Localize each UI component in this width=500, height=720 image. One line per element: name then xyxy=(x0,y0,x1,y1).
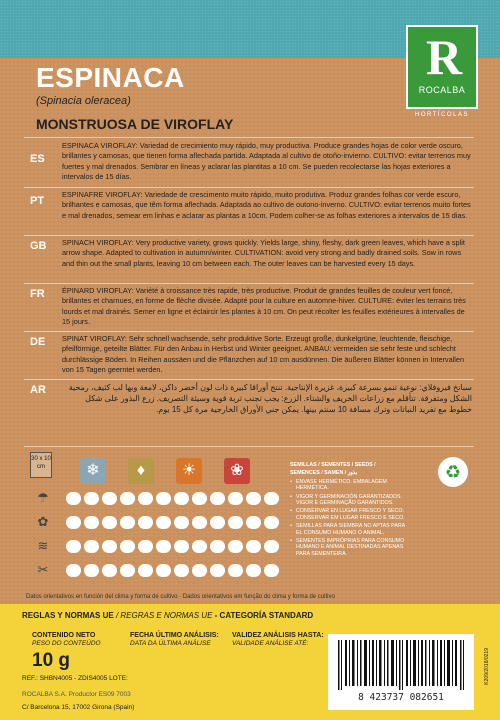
transplant-icon: ✿ xyxy=(37,514,49,529)
calendar-row-harvest xyxy=(66,564,282,577)
side-code: K209/2018/0219 xyxy=(484,648,490,685)
divider xyxy=(24,235,474,236)
logo-tagline: HORTÍCOLAS xyxy=(415,112,469,118)
barcode-bars xyxy=(336,640,466,690)
logo-r-icon: R xyxy=(425,29,463,85)
divider xyxy=(24,446,474,447)
divider xyxy=(24,137,474,138)
description-pt: ESPINAFRE VIROFLAY: Variedade de crescimento muito rápido, muito produtiva. Produz grandes folhas cor verde escuro, brilhantes e carnosas, que têm forma aflechada. Adaptada ao cultivo de outono-inverno. CULTIVO: evitar terrenos muito fortes e mal drenados, semear em linhas e aclarar as plantas a 10cm. Podem colher-se as folhas exteriores a intervalos de 15 dias. xyxy=(62,190,471,220)
validity-sub: VALIDADE ANÁLISE ATÉ: xyxy=(232,640,309,647)
seedbed-icon: ≋ xyxy=(37,538,49,553)
barcode xyxy=(328,634,474,710)
last-analysis-label: FECHA ÚLTIMO ANÁLISIS: xyxy=(130,632,219,639)
logo-brand-name: ROCALBA xyxy=(418,85,466,95)
calendar-row-seedbed xyxy=(66,540,282,553)
lang-code-pt: PT xyxy=(30,195,45,207)
rules-header xyxy=(22,611,313,620)
latin-name: (Spinacia oleracea) xyxy=(36,95,131,107)
rules-category: - CATEGORÍA STANDARD xyxy=(214,611,314,620)
legend-item: • VIGOR Y GERMINACIÓN GARANTIZADOS. VIGOR E GERMINAÇÃO GARANTIDOS. xyxy=(290,494,410,507)
lang-code-fr: FR xyxy=(30,288,45,300)
description-fr: ÉPINARD VIROFLAY: Variété à croissance très rapide, très productive. Produit de grandes feuilles de couleur vert foncé, brillantes et charnues, en forme de flèche divisée. Adapté pour la culture en automne-hiver. CULTURE: éviter les terrains très lourds et mal drainés. Semer en ligne et éclaircir les plantes à 10 cm. On peut récolter les feuilles extérieures à intervalles de 15 jours. xyxy=(62,286,466,327)
sowing-icon: ☂ xyxy=(37,490,49,505)
divider xyxy=(24,283,474,284)
spacing-box xyxy=(30,452,52,478)
harvest-icon: ✂ xyxy=(37,562,49,577)
calendar-row-transplant xyxy=(66,516,282,529)
lang-code-es: ES xyxy=(30,153,45,165)
barcode-number: 8 423737 082651 xyxy=(358,692,444,703)
legend-item: • ENVASE HERMÉTICO. EMBALAGEM HERMÉTICA. xyxy=(290,479,410,492)
producer-line: ROCALBA S.A. Productor ES09 7003 xyxy=(22,691,131,698)
winter-icon: ❄ xyxy=(80,458,106,484)
cultivation-calendar xyxy=(30,452,280,592)
brand-logo xyxy=(406,25,478,109)
address-line: C/ Barcelona 15, 17002 Girona (Spain) xyxy=(22,704,135,711)
autumn-icon: ♦ xyxy=(128,458,154,484)
variety-name: MONSTRUOSA DE VIROFLAY xyxy=(36,116,234,132)
product-title: ESPINACA xyxy=(36,62,185,93)
reference-lot: REF.: SHBN4005 - ZDIS4005 LOTE: xyxy=(22,675,128,682)
divider xyxy=(24,331,474,332)
description-gb: SPINACH VIROFLAY: Very productive variety, grows quickly. Yields large, shiny, fleshy, dark green leaves, which have a split arrow shape. Adapted to cultivation in autumn/winter. CULTIVATION: avoid very strong and badly drained soils. Sow in rows and thin out the small plants, leaving 10 cm between each. The outer leaves can be harvested every 15 days. xyxy=(62,238,465,268)
divider xyxy=(24,379,474,380)
net-content-label: CONTENIDO NETO xyxy=(32,632,96,639)
rules-italic: / REGRAS E NORMAS UE xyxy=(115,611,213,620)
spacing-unit: cm xyxy=(37,464,45,470)
spacing-label: 30 x 10 xyxy=(31,456,51,462)
rules-bold: REGLAS Y NORMAS UE xyxy=(22,611,114,620)
lang-code-ar: AR xyxy=(30,384,46,396)
last-analysis-sub: DATA DA ÚLTIMA ANÁLISE xyxy=(130,640,211,647)
description-ar: سبانخ فيروفلاي: نوعية تنمو بسرعة كبيرة، غزيرة الإنتاجية. تنتج أوراقا كبيرة ذات لون أخضر داكن، لامعة وبها لب كثيف، رمحية الشكل ومتفرقة. تتأقلم مع زراعات الخريف والشتاء. الزرع: يجب تجنب تربة قوية وسيئة التصريف. زرع البذور على شكل خطوط مع تفريد النباتات وترك مسافة 10 سنتم بينها. يمكن جني الأوراق الخارجية مرة كل 15 يوم. xyxy=(68,383,472,414)
footnote: Datos orientativos en función del clima y forma de cultivo · Dados orientativos em função do clima y forma de cultivo xyxy=(26,594,335,600)
spring-icon: ❀ xyxy=(224,458,250,484)
recycle-icon: ♻ xyxy=(438,457,468,487)
legend-item: • CONSERVAR EN LUGAR FRESCO Y SECO. CONSERVAR EM LUGAR FRESCO E SECO. xyxy=(290,508,410,521)
net-content-sub: PESO DO CONTEÚDO xyxy=(32,640,101,647)
seed-legend xyxy=(290,462,410,559)
lang-code-gb: GB xyxy=(30,240,47,252)
lang-code-de: DE xyxy=(30,336,46,348)
validity-label: VALIDEZ ANÁLISIS HASTA: xyxy=(232,632,324,639)
net-weight: 10 g xyxy=(32,650,71,671)
legend-title-2: SEMENCES / SAMEN / بذور xyxy=(290,470,358,477)
legend-item: • SEMILLAS PARA SIEMBRA NO APTAS PARA EL CONSUMO HUMANO O ANIMAL. xyxy=(290,523,410,536)
description-de: SPINAT VIROFLAY: Sehr schnell wachsende, sehr produktive Sorte. Erzeugt große, dunkelgrüne, leuchtende, fleischige, pfeilförmige, geteilte Blätter. Für den Anbau in Herbst und Winter geeignet. ANBAU: vermeiden sie sehr feste und schlecht durchlässige Böden. In Reihen aussäen und die Pflänzchen auf 10 cm ausdünnen. Die äußeren Blätter können in Intervallen von 15 Tagen geerntet werden. xyxy=(62,334,464,375)
calendar-row-sowing xyxy=(66,492,282,505)
divider xyxy=(24,187,474,188)
summer-icon: ☀ xyxy=(176,458,202,484)
legend-title: SEMILLAS / SEMENTES / SEEDS / xyxy=(290,462,376,468)
description-es: ESPINACA VIROFLAY: Variedad de crecimiento muy rápido, muy productiva. Produce grandes hojas de color verde oscuro, brillantes y carnosas, que tienen forma aflechada partida. Adaptada al cultivo de otoño-invierno. CULTIVO: evitar terrenos muy fuertes y mal drenados. Sembrar en líneas y aclarar las plantitas a 10 cm. Se pueden recolectarse las hojas exteriores a intervalos de 15 días. xyxy=(62,141,471,182)
legend-item: • SEMENTES IMPRÓPRIAS PARA CONSUMO HUMANO E ANIMAL DESTINADAS APENAS PARA SEMENTEIRA. xyxy=(290,538,410,557)
